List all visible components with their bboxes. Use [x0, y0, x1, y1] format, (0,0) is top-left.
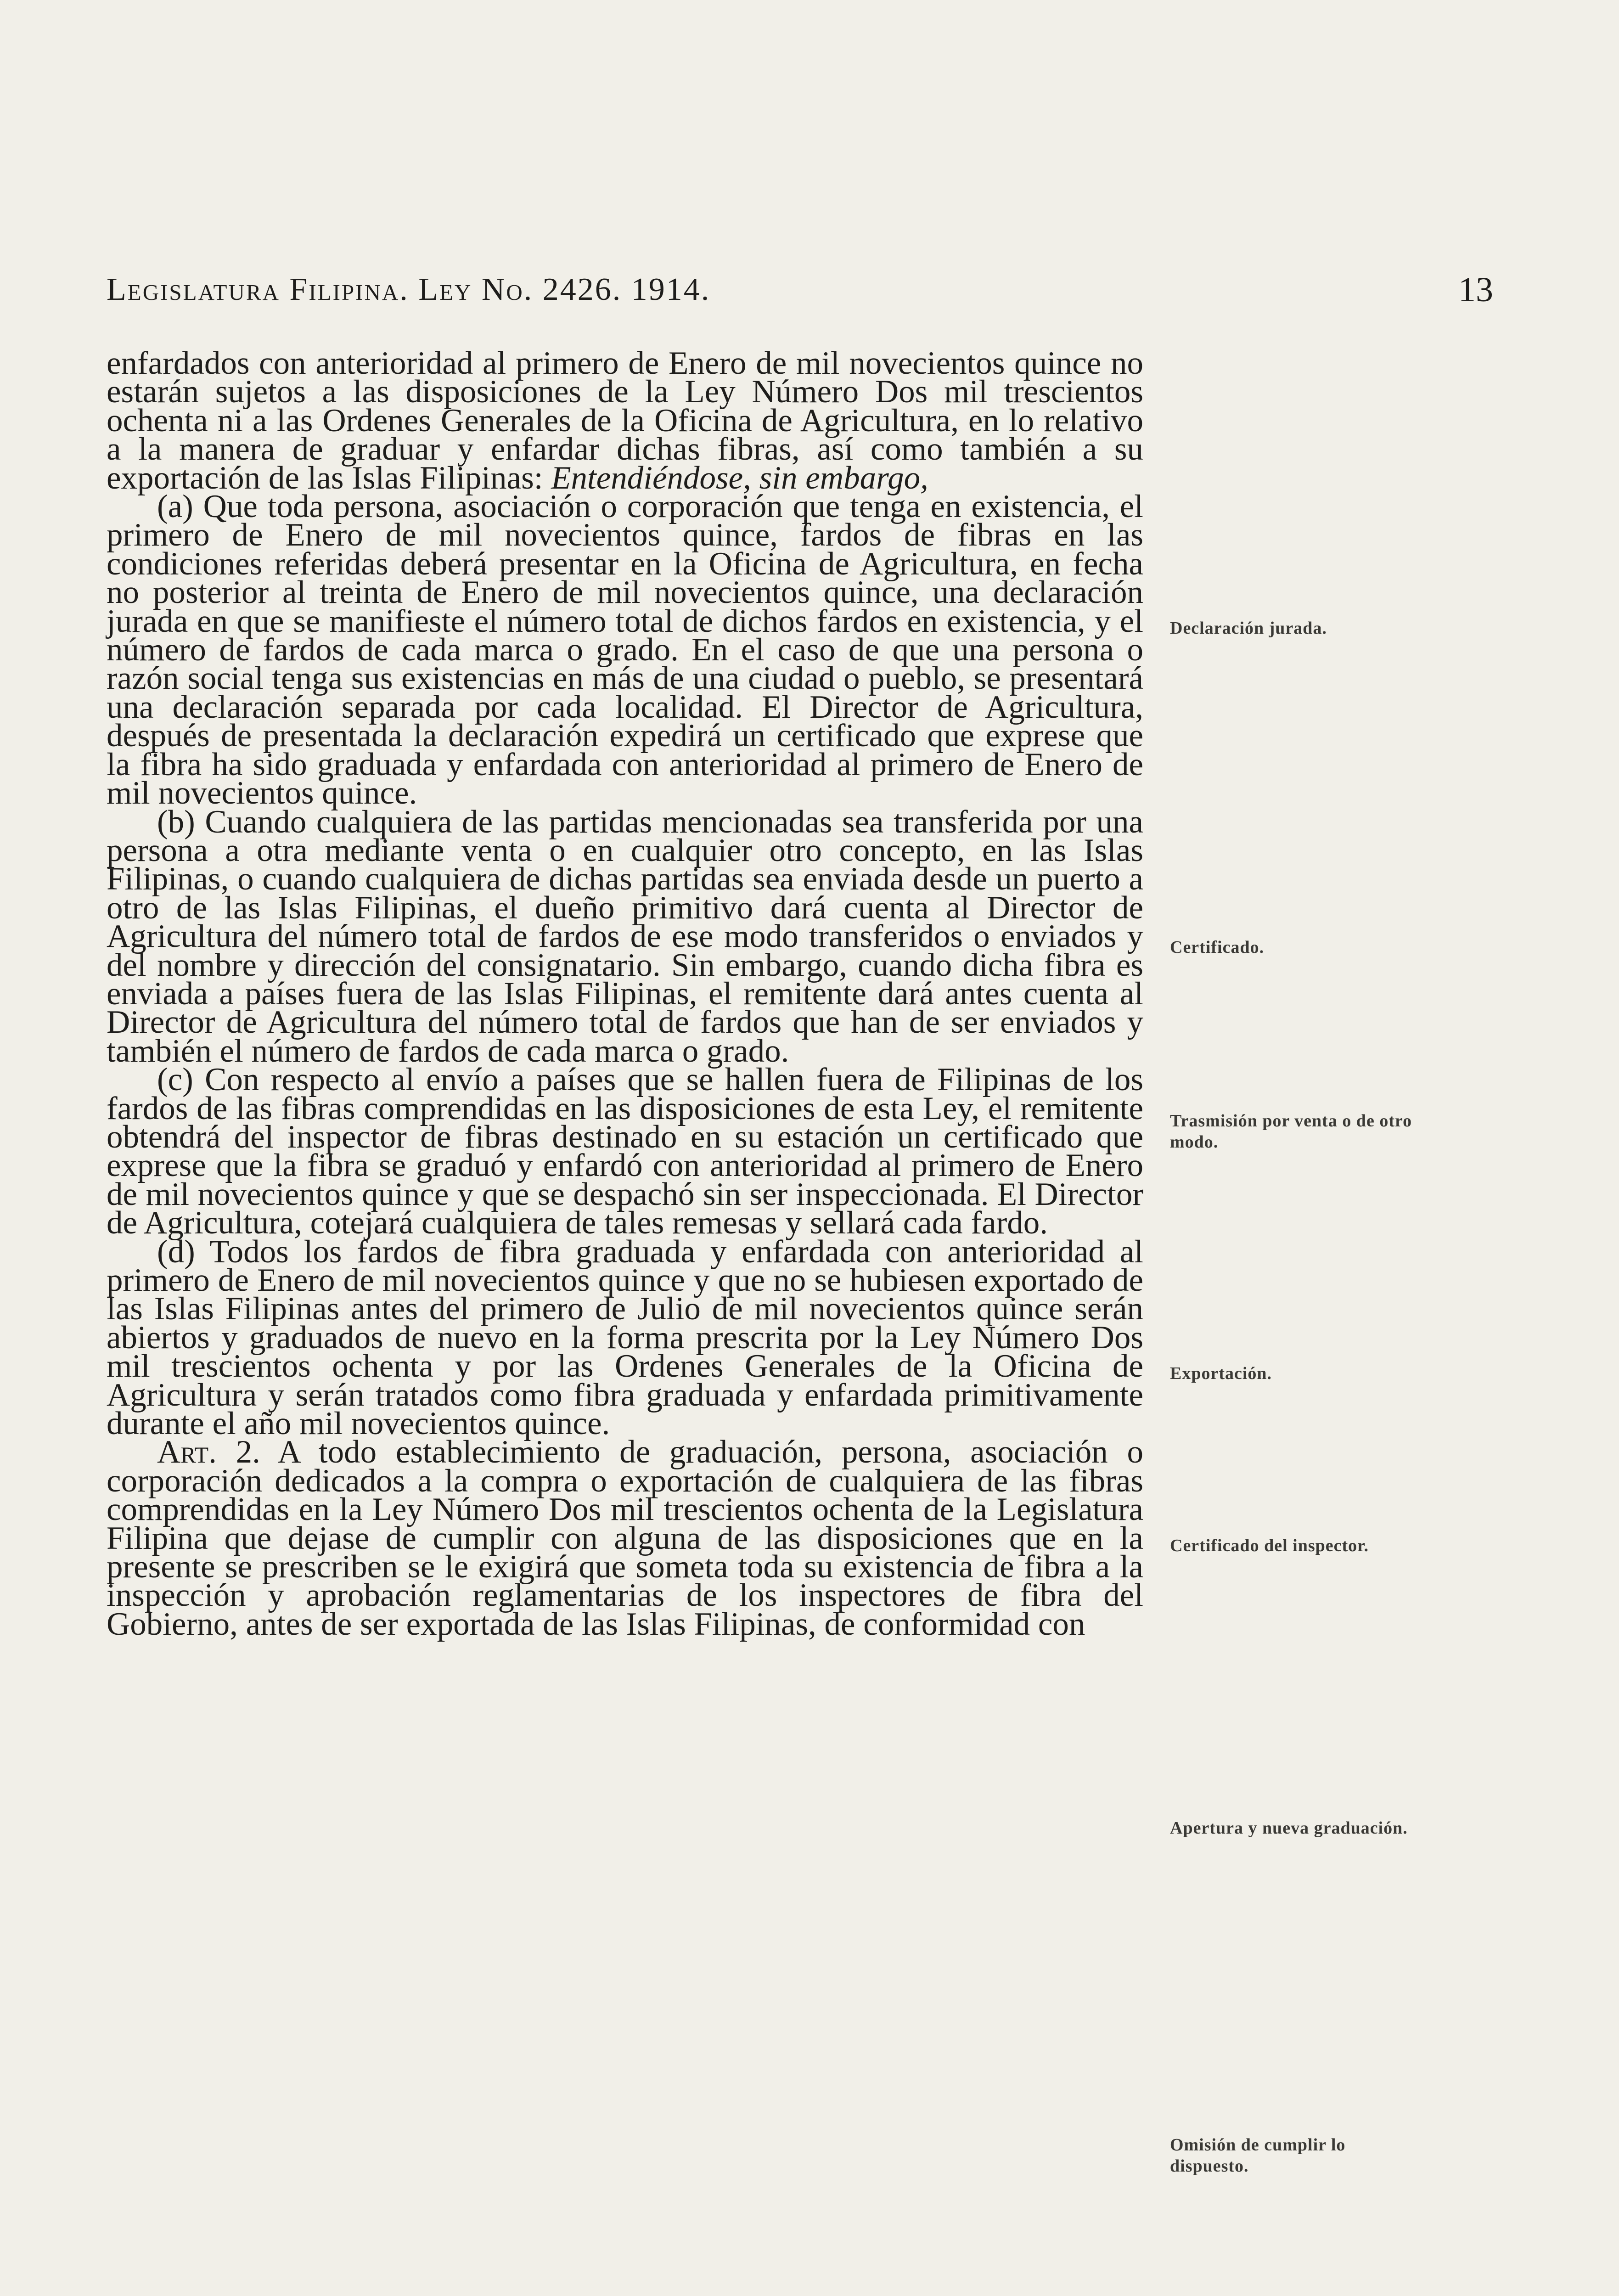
proviso-italic: Entendiéndose, sin embargo,: [551, 460, 928, 496]
paragraph-d: (d) Todos los fardos de fibra graduada y enfardada con anterioridad al primero de Enero de mil novecientos quince y que no se hubiesen exportado de las Islas Filipinas antes del primero de Julio de mil novecientos quince serán abiertos y graduados de nuevo en la forma prescrita por la Ley Número Dos mil trescientos ochenta y por las Ordenes Generales de la Oficina de Agricultura y serán tratados como fibra graduada y enfardada primitivamente durante el año mil novecientos quince.: [107, 1233, 1143, 1442]
page-header: [107, 269, 1493, 310]
page-number: 13: [1458, 270, 1493, 309]
paragraph-intro: enfardados con anterioridad al primero de Enero de mil novecientos quince no estarán sujetos a las disposiciones de la Ley Número Dos mil trescientos ochenta ni a las Ordenes Generales de la Oficina de Agricultura, en lo relativo a la manera de graduar y enfardar dichas fibras, así como también a su exportación de las Islas Filipinas: Entendiéndose, sin embargo,: [107, 345, 1143, 496]
paragraph-b: (b) Cuando cualquiera de las partidas mencionadas sea transferida por una persona a otra mediante venta o en cualquier otro concepto, en las Islas Filipinas, o cuando cualquiera de dichas partidas sea enviada desde un puerto a otro de las Islas Filipinas, el dueño primitivo dará cuenta al Director de Agricultura del número total de fardos de ese modo transferidos o enviados y del nombre y dirección del consignatario. Sin embargo, cuando dicha fibra es enviada a países fuera de las Islas Filipinas, el remitente dará antes cuenta al Director de Agricultura del número total de fardos que han de ser enviados y también el número de fardos de cada marca o grado.: [107, 804, 1143, 1069]
marginal-note-apertura: Apertura y nueva graduación.: [1170, 1818, 1408, 1838]
marginal-note-trasmision: Trasmisión por venta o de otro modo.: [1170, 1111, 1412, 1152]
paragraph-a: (a) Que toda persona, asociación o corporación que tenga en existencia, el primero de Enero de mil novecientos quince, fardos de fibras en las condiciones referidas deberá presentar en la Oficina de Agricultura, en fecha no posterior al treinta de Enero de mil novecientos quince, una declaración jurada en que se manifieste el número total de dichos fardos en existencia, y el número de fardos de cada marca o grado. En el caso de que una persona o razón social tenga sus existencias en más de una ciudad o pueblo, se presentará una declaración separada por cada localidad. El Director de Agricultura, después de presentada la declaración expedirá un certificado que exprese que la fibra ha sido graduada y enfardada con anterioridad al primero de Enero de mil novecientos quince.: [107, 489, 1143, 811]
running-title: Legislatura Filipina. Ley No. 2426. 1914.: [107, 272, 711, 307]
marginal-note-certificado-inspector: Certificado del inspector.: [1170, 1536, 1369, 1555]
marginal-note-omision: Omisión de cumplir lo dispuesto.: [1170, 2135, 1346, 2176]
marginal-note-declaracion: Declaración jurada.: [1170, 619, 1327, 638]
article-number: Art. 2.: [157, 1434, 260, 1470]
paragraph-c: (c) Con respecto al envío a países que se hallen fuera de Filipinas de los fardos de las fibras comprendidas en las disposiciones de esta Ley, el remitente obtendrá del inspector de fibras destinado en su estación un certificado que exprese que la fibra se graduó y enfardó con anterioridad al primero de Enero de mil novecientos quince y que se despachó sin ser inspeccionada. El Director de Agricultura, cotejará cualquiera de tales remesas y sellará cada fardo.: [107, 1062, 1143, 1241]
marginal-note-exportacion: Exportación.: [1170, 1364, 1272, 1383]
body-text: [107, 345, 1143, 1642]
paragraph-art-2: Art. 2. A todo establecimiento de graduación, persona, asociación o corporación dedicados a la compra o exportación de cualquiera de las fibras comprendidas en la Ley Número Dos mil trescientos ochenta de la Legislatura Filipina que dejase de cumplir con alguna de las disposiciones que en la presente se prescriben se le exigirá que someta toda su existencia de fibra a la inspección y aprobación reglamentarias de los inspectores de fibra del Gobierno, antes de ser exportada de las Islas Filipinas, de conformidad con: [107, 1434, 1143, 1642]
marginal-note-certificado: Certificado.: [1170, 938, 1265, 957]
